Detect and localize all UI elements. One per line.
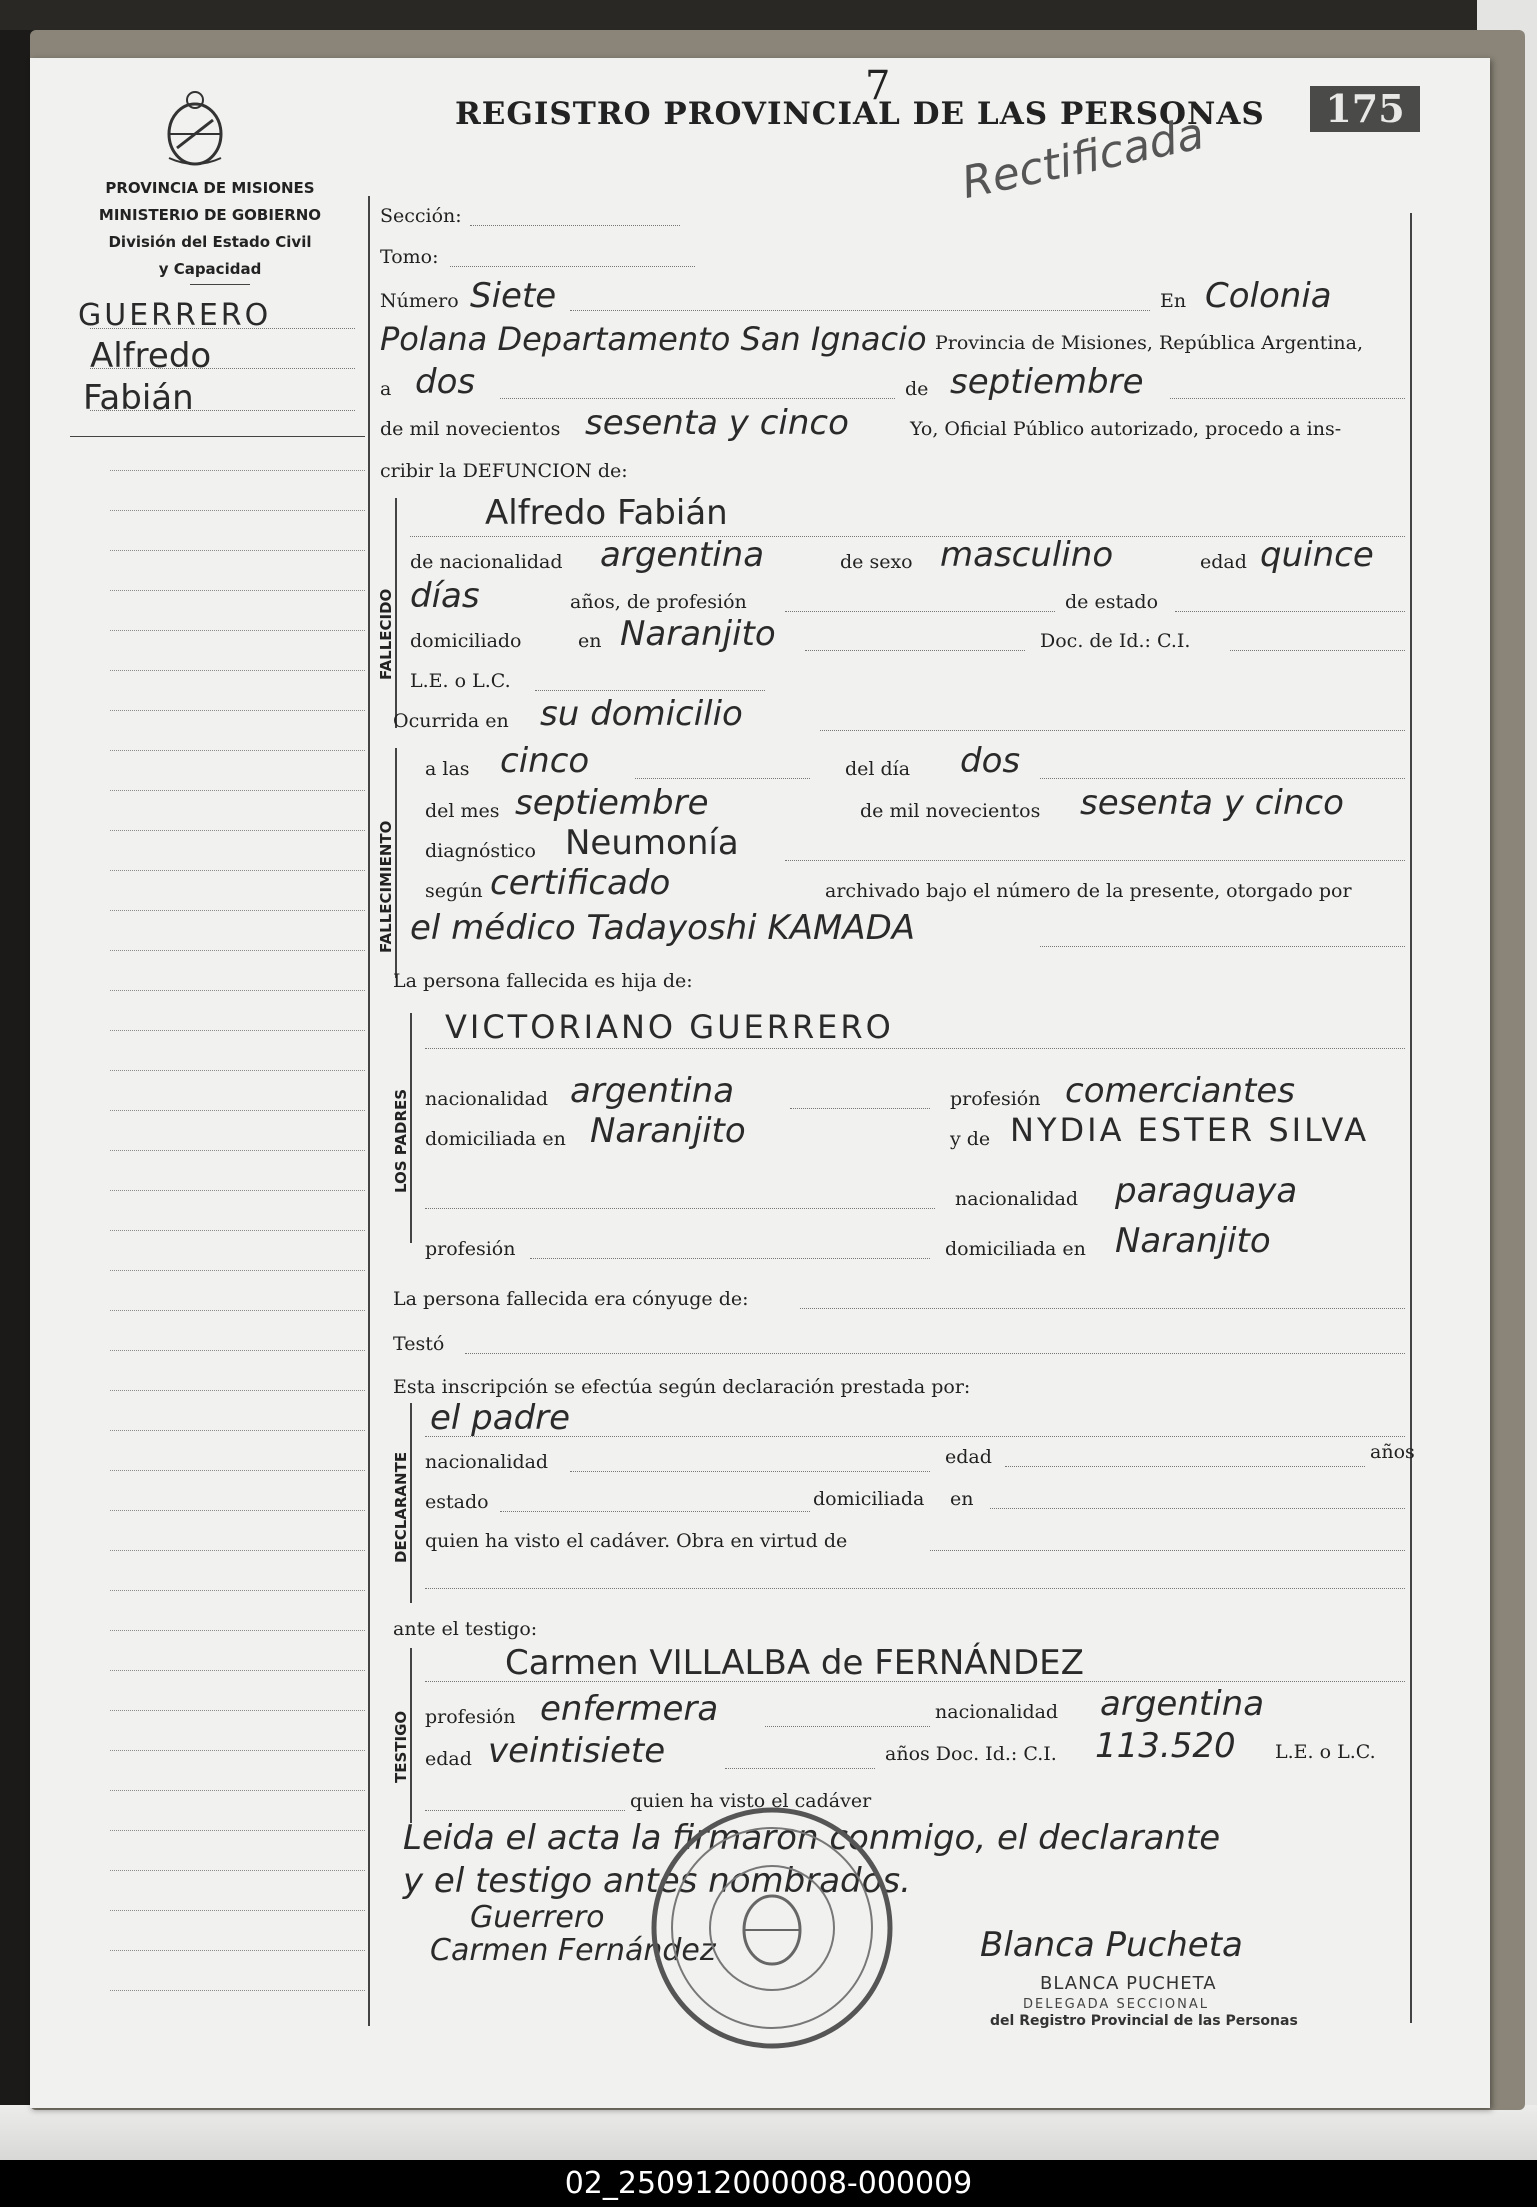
seccion-label: Sección: <box>380 205 462 227</box>
year-value: sesenta y cinco <box>585 403 849 443</box>
testigo-doc-label: años Doc. Id.: C.I. <box>885 1743 1057 1765</box>
main-left-rule <box>368 196 370 2026</box>
padres-rule <box>410 1013 412 1243</box>
declarante-domic-label: domiciliada <box>813 1488 925 1510</box>
anio-value: sesenta y cinco <box>1080 783 1344 823</box>
margin-line <box>90 328 355 329</box>
hora-value: cinco <box>500 741 590 781</box>
padres-nac2-label: nacionalidad <box>955 1188 1079 1210</box>
padres-prof2-label: profesión <box>425 1238 516 1260</box>
testigo-visto-line <box>425 1810 625 1811</box>
fallecido-anos-label: años, de profesión <box>570 591 747 613</box>
testigo-le-label: L.E. o L.C. <box>1275 1741 1376 1763</box>
margin-line <box>90 410 355 411</box>
declarante-en-line <box>990 1508 1405 1509</box>
testigo-edad-line <box>725 1768 875 1769</box>
margin-line <box>110 1470 365 1471</box>
margin-line <box>110 1310 365 1311</box>
month-value: septiembre <box>950 362 1144 402</box>
fallecido-name: Alfredo Fabián <box>485 493 728 533</box>
declarante-side-label: DECLARANTE <box>392 1451 410 1563</box>
page-number: 175 <box>1325 86 1405 131</box>
book-cover <box>30 30 1525 2110</box>
declarante-blank-line <box>425 1588 1405 1589</box>
father-line <box>425 1048 1405 1049</box>
conyuge-line <box>800 1308 1405 1309</box>
margin-line <box>110 870 365 871</box>
padres-nac-label: nacionalidad <box>425 1088 549 1110</box>
ocurrida-line <box>820 730 1405 731</box>
org-block <box>70 175 350 283</box>
declarante-estado-label: estado <box>425 1491 489 1513</box>
fallecido-estado-label: de estado <box>1065 591 1159 613</box>
testigo-nac-label: nacionalidad <box>935 1701 1059 1723</box>
fallecido-doc-label: Doc. de Id.: C.I. <box>1040 630 1191 652</box>
locality-value: Polana Departamento San Ignacio <box>380 320 927 358</box>
numero-value: Siete <box>470 276 557 316</box>
margin-line <box>110 1150 365 1151</box>
testigo-visto-label: quien ha visto el cadáver <box>630 1790 872 1812</box>
medico-line <box>1040 946 1405 947</box>
deldia-label: del día <box>845 758 911 780</box>
declarante-edad-label: edad <box>945 1446 992 1468</box>
org-line-1: PROVINCIA DE MISIONES <box>105 179 315 197</box>
margin-line <box>110 1550 365 1551</box>
margin-line <box>110 1790 365 1791</box>
background-bottom <box>0 2105 1537 2160</box>
le-line <box>535 690 765 691</box>
margin-line <box>110 790 365 791</box>
ante-label: ante el testigo: <box>393 1618 538 1640</box>
numero-line <box>570 310 1150 311</box>
padres-blank-line <box>425 1208 935 1209</box>
declarante-rule <box>410 1403 412 1603</box>
margin-line <box>110 1230 365 1231</box>
diag-line <box>785 860 1405 861</box>
fallecido-nac-value: argentina <box>600 535 765 575</box>
signature-fernandez: Carmen Fernández <box>430 1933 716 1968</box>
a-label: a <box>380 378 392 400</box>
declarante-nac-label: nacionalidad <box>425 1451 549 1473</box>
dia-value: dos <box>960 741 1021 781</box>
margin-line <box>110 550 365 551</box>
fallecido-en-label: en <box>578 630 602 652</box>
margin-line <box>110 710 365 711</box>
padres-prof-value: comerciantes <box>1065 1071 1295 1111</box>
profesion-line <box>785 611 1055 612</box>
padres-domic-label: domiciliada en <box>425 1128 566 1150</box>
fallecido-domic-label: domiciliado <box>410 630 522 652</box>
official-seal-icon <box>642 1798 902 2058</box>
testigo-doc-value: 113.520 <box>1095 1726 1236 1766</box>
org-line-3: División del Estado Civil <box>108 233 312 251</box>
padres-domic-value: Naranjito <box>590 1111 746 1151</box>
fallecido-sexo-value: masculino <box>940 535 1114 575</box>
testigo-rule <box>410 1648 412 1823</box>
margin-surname: GUERRERO <box>78 298 272 333</box>
margin-line <box>110 1590 365 1591</box>
margin-line <box>110 1190 365 1191</box>
padres-prof2-line <box>530 1258 930 1259</box>
fallecido-sexo-label: de sexo <box>840 551 913 573</box>
margin-line <box>110 750 365 751</box>
testigo-edad-label: edad <box>425 1748 472 1770</box>
margin-line <box>110 1270 365 1271</box>
fallecido-dias-value: días <box>410 576 480 616</box>
en-value: Colonia <box>1205 276 1332 316</box>
numero-label: Número <box>380 290 459 312</box>
annotation-rectificada: Rectificada <box>957 108 1209 209</box>
stamp-role: DELEGADA SECCIONAL <box>1023 1997 1210 2012</box>
fallecido-side-label: FALLECIDO <box>377 588 395 680</box>
declarante-visto-line <box>930 1550 1405 1551</box>
margin-line <box>110 1950 365 1951</box>
margin-line <box>110 1710 365 1711</box>
padres-nac-value: argentina <box>570 1071 735 1111</box>
page-title: REGISTRO PROVINCIAL DE LAS PERSONAS <box>455 96 1265 132</box>
padres-prof-label: profesión <box>950 1088 1041 1110</box>
margin-line <box>110 910 365 911</box>
org-underline <box>190 284 250 285</box>
tomo-line <box>450 266 695 267</box>
declarante-nac-line <box>570 1471 930 1472</box>
official-text: Yo, Oficial Público autorizado, procedo a ins- <box>910 418 1342 440</box>
alas-label: a las <box>425 758 470 780</box>
closing-line-1: Leida el acta la firmaron conmigo, el declarante <box>403 1818 1221 1858</box>
inscripcion-label: Esta inscripción se efectúa según declaración prestada por: <box>393 1376 971 1398</box>
main-right-rule <box>1410 213 1412 2023</box>
testigo-name: Carmen VILLALBA de FERNÁNDEZ <box>505 1643 1084 1683</box>
org-line-4: y Capacidad <box>158 260 262 278</box>
declarante-estado-line <box>500 1511 810 1512</box>
testigo-edad-value: veintisiete <box>488 1731 666 1771</box>
margin-line <box>110 670 365 671</box>
father-value: VICTORIANO GUERRERO <box>445 1008 894 1046</box>
margin-line <box>110 1830 365 1831</box>
margin-line <box>110 990 365 991</box>
segun-label: según <box>425 880 483 902</box>
seccion-line <box>470 225 680 226</box>
mes-value: septiembre <box>515 783 709 823</box>
testigo-prof-value: enfermera <box>540 1689 719 1729</box>
testo-label: Testó <box>393 1333 445 1355</box>
fallecido-le-label: L.E. o L.C. <box>410 670 511 692</box>
margin-line <box>110 1670 365 1671</box>
closing-line-2: y el testigo antes nombrados. <box>403 1861 911 1901</box>
stamp-org: del Registro Provincial de las Personas <box>990 2013 1298 2029</box>
archivado-text: archivado bajo el número de la presente, otorgado por <box>825 880 1352 902</box>
dia-line <box>1040 778 1405 779</box>
provincia-text: Provincia de Misiones, República Argentina, <box>935 332 1364 354</box>
fallecimiento-side-label: FALLECIMIENTO <box>377 820 395 953</box>
declarante-anos-label: años <box>1370 1441 1415 1463</box>
estado-line <box>1175 611 1405 612</box>
margin-line <box>110 470 365 471</box>
margin-line <box>110 510 365 511</box>
mother-value: NYDIA ESTER SILVA <box>1010 1111 1370 1149</box>
margin-line <box>110 950 365 951</box>
tomo-label: Tomo: <box>380 246 439 268</box>
fallecido-edad-value: quince <box>1260 535 1374 575</box>
margin-line <box>90 368 355 369</box>
margin-given-2: Fabián <box>83 378 194 418</box>
margin-line <box>110 1110 365 1111</box>
margin-line <box>110 830 365 831</box>
de-label: de <box>905 378 929 400</box>
fallecido-nac-label: de nacionalidad <box>410 551 563 573</box>
segun-value: certificado <box>490 863 671 903</box>
month-line <box>1170 398 1405 399</box>
margin-line <box>110 590 365 591</box>
margin-line <box>110 1390 365 1391</box>
testigo-prof-label: profesión <box>425 1706 516 1728</box>
document-page <box>30 58 1490 2108</box>
testo-line <box>465 1353 1405 1354</box>
day-value: dos <box>415 362 476 402</box>
hora-line <box>635 778 810 779</box>
medico-value: el médico Tadayoshi KAMADA <box>410 908 916 948</box>
fallecido-rule <box>395 498 397 728</box>
margin-line <box>110 1430 365 1431</box>
margin-line <box>110 1510 365 1511</box>
fallecido-edad-label: edad <box>1200 551 1247 573</box>
delmes-label: del mes <box>425 800 500 822</box>
cribir-text: cribir la DEFUNCION de: <box>380 460 628 482</box>
padres-side-label: LOS PADRES <box>392 1088 410 1193</box>
signature-guerrero: Guerrero <box>470 1900 605 1935</box>
conyuge-label: La persona fallecida era cónyuge de: <box>393 1288 749 1310</box>
fallecido-name-line <box>410 536 1405 537</box>
testigo-prof-line <box>765 1726 930 1727</box>
margin-divider <box>70 436 365 437</box>
padres-nac2-value: paraguaya <box>1115 1171 1298 1211</box>
stamp-name: BLANCA PUCHETA <box>1040 1973 1217 1994</box>
fallecido-domic-value: Naranjito <box>620 614 776 654</box>
margin-given-1: Alfredo <box>90 336 212 376</box>
coat-of-arms-icon <box>155 88 235 168</box>
background-top <box>0 0 1537 30</box>
page-mark: 7 <box>865 63 891 109</box>
declarante-visto-label: quien ha visto el cadáver. Obra en virtud de <box>425 1530 848 1552</box>
margin-line <box>110 1750 365 1751</box>
padres-domic2-value: Naranjito <box>1115 1221 1271 1261</box>
hija-label: La persona fallecida es hija de: <box>393 970 693 992</box>
padres-nac-line <box>790 1108 930 1109</box>
day-line <box>500 398 895 399</box>
signature-pucheta: Blanca Pucheta <box>980 1925 1243 1965</box>
image-caption: 02_250912000008-000009 <box>0 2160 1537 2207</box>
fallecimiento-rule <box>395 748 397 978</box>
margin-line <box>110 1990 365 1991</box>
margin-line <box>110 1910 365 1911</box>
testigo-nac-value: argentina <box>1100 1684 1265 1724</box>
declarante-value: el padre <box>430 1398 571 1438</box>
margin-line <box>110 1630 365 1631</box>
doc-line <box>1230 650 1405 651</box>
ocurrida-value: su domicilio <box>540 694 743 734</box>
margin-line <box>110 1350 365 1351</box>
yde-label: y de <box>950 1128 991 1150</box>
ocurrida-label: Ocurrida en <box>393 710 509 732</box>
diag-label: diagnóstico <box>425 840 536 862</box>
testigo-line <box>425 1681 1405 1682</box>
margin-line <box>110 630 365 631</box>
org-line-2: MINISTERIO DE GOBIERNO <box>98 206 322 224</box>
margin-line <box>110 1070 365 1071</box>
declarante-edad-line <box>1005 1466 1365 1467</box>
declarante-en-label: en <box>950 1488 974 1510</box>
margin-line <box>110 1030 365 1031</box>
page-number-box <box>1310 86 1420 132</box>
domic-line <box>805 650 1025 651</box>
mil-label: de mil novecientos <box>860 800 1041 822</box>
testigo-side-label: TESTIGO <box>392 1710 410 1783</box>
declarante-line <box>425 1436 1405 1437</box>
margin-line <box>110 1870 365 1871</box>
diag-value: Neumonía <box>565 823 739 863</box>
year-prefix: de mil novecientos <box>380 418 561 440</box>
en-label: En <box>1160 290 1187 312</box>
padres-domic2-label: domiciliada en <box>945 1238 1086 1260</box>
